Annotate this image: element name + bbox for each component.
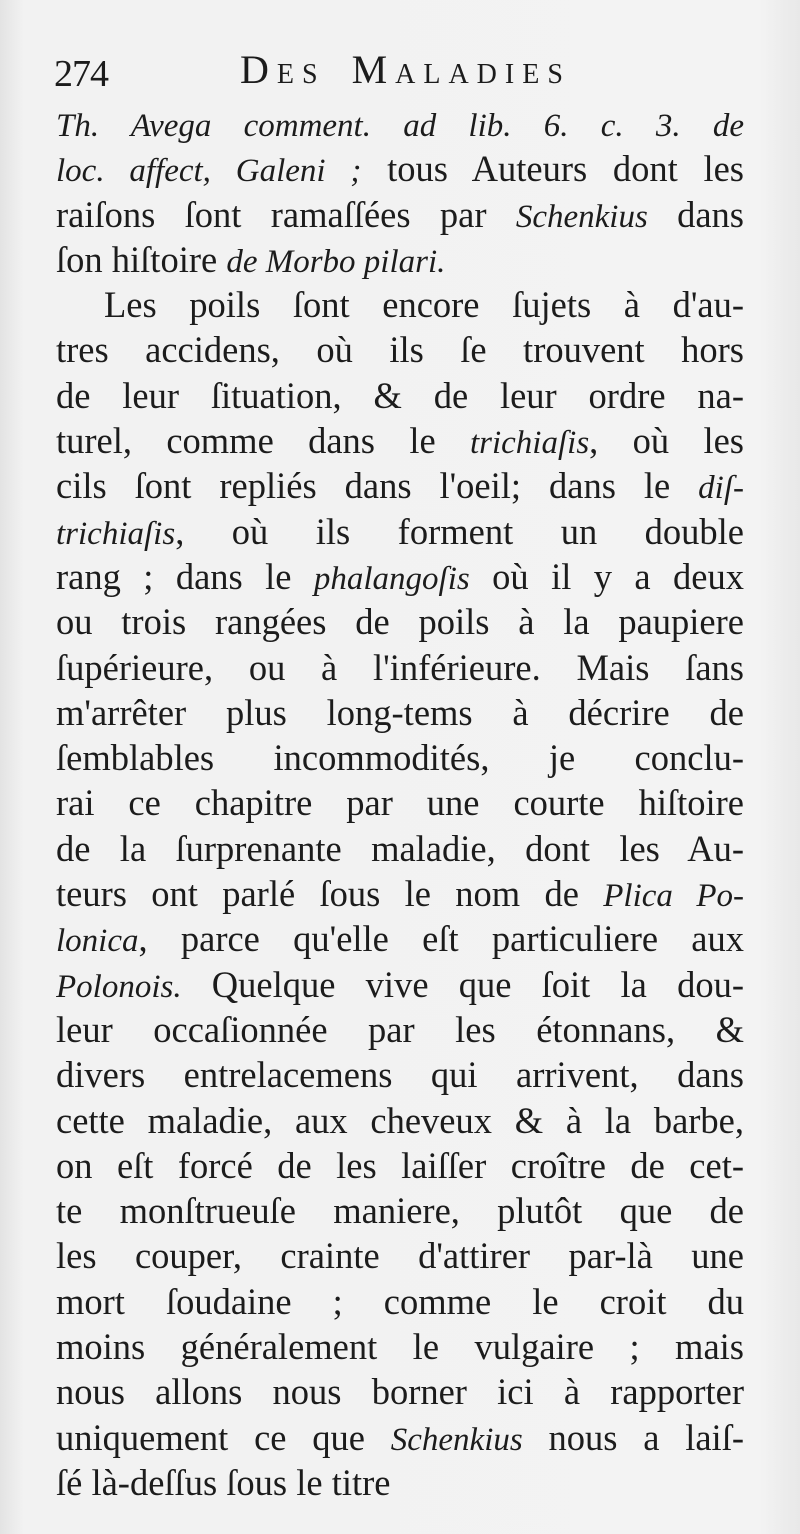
text-span: tres accidens, où ils ſe trouvent hors [56, 329, 744, 371]
running-head [54, 46, 754, 102]
text-line [56, 146, 744, 191]
text-span: turel, comme dans le [56, 420, 470, 462]
italic-text: de Morbo pilari. [226, 243, 446, 280]
text-line [56, 1007, 744, 1052]
text-span: cette maladie, aux cheveux & à la barbe, [56, 1099, 744, 1141]
text-span: nous allons nous borner ici à rapporter [56, 1371, 744, 1413]
italic-text: loc. affect, Galeni ; [56, 153, 362, 190]
text-line [56, 192, 744, 237]
text-line [56, 327, 744, 372]
text-span: dans [647, 193, 744, 235]
text-line [56, 826, 744, 871]
text-line [56, 735, 744, 780]
text-line [56, 1188, 744, 1233]
text-span: ſé là-deſſus ſous le titre [56, 1461, 391, 1503]
text-span: les couper, crainte d'attirer par-là une [56, 1235, 744, 1277]
text-span: , où les [589, 420, 744, 462]
body-text [56, 101, 744, 1505]
text-span: , où ils forment un double [175, 510, 744, 552]
text-line [56, 373, 744, 418]
text-line [56, 871, 744, 916]
italic-text: trichiaſis [469, 425, 590, 462]
text-span: divers entrelacemens qui arrivent, dans [56, 1054, 744, 1096]
text-span: Quelque vive que ſoit la dou- [181, 963, 744, 1005]
text-line [56, 1460, 744, 1505]
text-line [56, 962, 744, 1007]
text-span: où il y a deux [469, 555, 744, 597]
text-span: , parce qu'elle eſt particuliere aux [138, 918, 744, 960]
text-line [56, 916, 744, 961]
text-line [56, 645, 744, 690]
text-line [56, 780, 744, 825]
text-span: ſupérieure, ou à l'inférieure. Mais ſans [56, 646, 744, 688]
text-line [56, 1143, 744, 1188]
text-span: rang ; dans le [56, 555, 314, 597]
text-span: de la ſurprenante maladie, dont les Au- [56, 827, 744, 869]
text-span: moins généralement le vulgaire ; mais [56, 1326, 744, 1368]
text-line [56, 1279, 744, 1324]
italic-text: Polonois. [56, 968, 182, 1005]
text-span: leur occaſionnée par les étonnans, & [56, 1008, 744, 1050]
text-line [56, 463, 744, 508]
italic-text: phalangoſis [313, 560, 470, 597]
text-line [56, 1052, 744, 1097]
italic-text: lonica [56, 923, 139, 960]
text-line [56, 690, 744, 735]
text-line [56, 1415, 744, 1460]
text-span: ſon hiſtoire [56, 238, 227, 280]
text-line [56, 1369, 744, 1414]
text-span: Les poils ſont encore ſujets à d'au- [104, 284, 744, 326]
text-line [56, 1098, 744, 1143]
italic-text: Th. Avega comment. ad lib. 6. c. 3. de [56, 108, 744, 144]
text-span: uniquement ce que [56, 1416, 391, 1458]
italic-text: diſ- [698, 470, 744, 507]
text-span: cils ſont repliés dans l'oeil; dans le [56, 465, 699, 507]
running-title: Des Maladies [240, 47, 571, 92]
text-line [56, 101, 744, 146]
text-span: teurs ont parlé ſous le nom de [56, 873, 604, 915]
text-span: rai ce chapitre par une courte hiſtoire [56, 782, 744, 824]
italic-text: Schenkius [515, 198, 648, 235]
text-span: on eſt forcé de les laiſſer croître de cet- [56, 1144, 744, 1186]
italic-text: trichiaſis [56, 515, 176, 552]
italic-text: Plica Po- [603, 878, 744, 915]
text-line [56, 1233, 744, 1278]
text-line [56, 599, 744, 644]
text-span: m'arrêter plus long-tems à décrire de [56, 691, 744, 733]
text-line [56, 554, 744, 599]
italic-text: Schenkius [390, 1421, 523, 1458]
text-line [56, 1324, 744, 1369]
text-span: mort ſoudaine ; comme le croit du [56, 1280, 744, 1322]
page-number: 274 [54, 53, 108, 95]
text-span: nous a laiſ- [522, 1416, 744, 1458]
text-span: raiſons ſont ramaſſées par [56, 193, 516, 235]
text-span: de leur ſituation, & de leur ordre na- [56, 374, 744, 416]
text-line [56, 282, 744, 327]
text-line [56, 509, 744, 554]
text-span: ou trois rangées de poils à la paupiere [56, 601, 744, 643]
text-line [56, 237, 744, 282]
text-span: te monſtrueuſe maniere, plutôt que de [56, 1190, 744, 1232]
text-span: tous Auteurs dont les [361, 148, 744, 190]
text-line [56, 418, 744, 463]
text-span: ſemblables incommodités, je conclu- [56, 737, 744, 779]
